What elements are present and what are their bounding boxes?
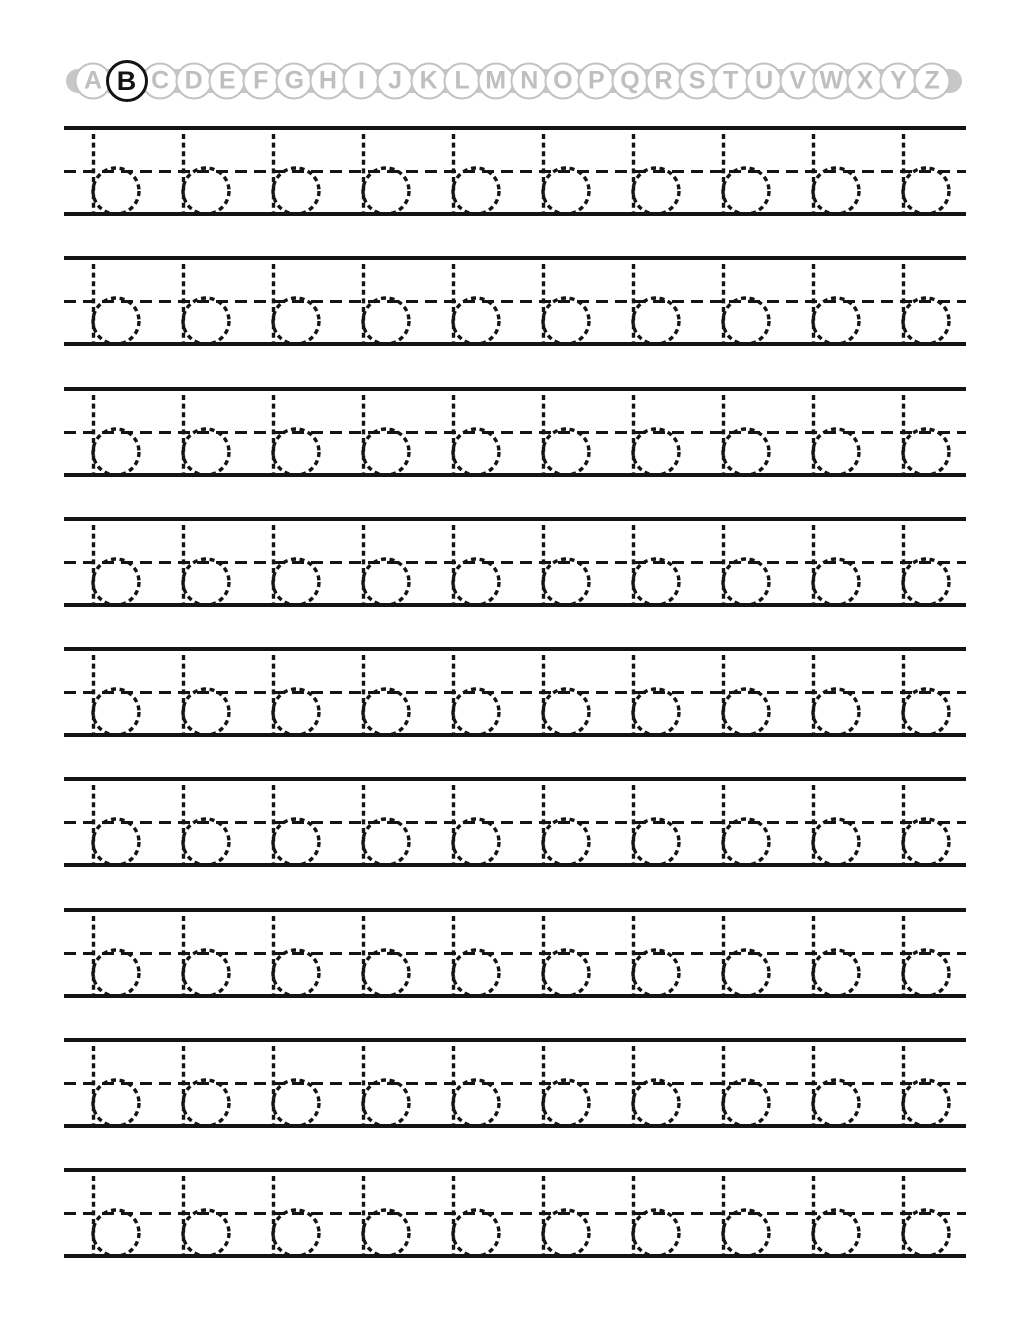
letter-bowl-stroke xyxy=(183,168,229,214)
trace-letter-b xyxy=(694,256,784,346)
alphabet-letter-m[interactable]: M xyxy=(477,63,514,100)
trace-letter-b xyxy=(694,647,784,737)
letter-bowl-stroke xyxy=(723,1210,769,1256)
trace-letter-b xyxy=(514,1168,604,1258)
trace-letter-b xyxy=(244,908,334,998)
trace-letter-b xyxy=(604,256,694,346)
letter-bowl-stroke xyxy=(543,950,589,996)
letter-bowl-stroke xyxy=(453,559,499,605)
letter-bowl-stroke xyxy=(633,559,679,605)
trace-letter-b xyxy=(64,1168,154,1258)
letter-bowl-stroke xyxy=(903,1080,949,1126)
trace-letter-b xyxy=(694,126,784,216)
trace-letter-b xyxy=(64,517,154,607)
trace-letter-b xyxy=(154,647,244,737)
trace-letter-b xyxy=(874,517,964,607)
letter-bowl-stroke xyxy=(633,1210,679,1256)
letter-bowl-stroke xyxy=(183,819,229,865)
trace-letter-b xyxy=(64,126,154,216)
trace-letter-b xyxy=(154,1038,244,1128)
alphabet-letter-x[interactable]: X xyxy=(846,63,883,100)
trace-letter-b xyxy=(424,256,514,346)
letter-bowl-stroke xyxy=(453,298,499,344)
letter-bowl-stroke xyxy=(363,1210,409,1256)
trace-letter-b xyxy=(334,126,424,216)
trace-letter-b xyxy=(874,256,964,346)
letter-bowl-stroke xyxy=(543,559,589,605)
trace-letter-b xyxy=(694,517,784,607)
letter-bowl-stroke xyxy=(93,950,139,996)
letter-bowl-stroke xyxy=(633,689,679,735)
alphabet-letter-d[interactable]: D xyxy=(175,63,212,100)
trace-letter-b xyxy=(874,1038,964,1128)
letter-bowl-stroke xyxy=(363,819,409,865)
trace-letter-b xyxy=(334,908,424,998)
letter-bowl-stroke xyxy=(903,298,949,344)
trace-letter-b xyxy=(424,387,514,477)
trace-letter-b xyxy=(334,647,424,737)
trace-letter-b xyxy=(154,126,244,216)
trace-letter-b xyxy=(514,1038,604,1128)
trace-letter-b xyxy=(694,387,784,477)
letter-bowl-stroke xyxy=(93,689,139,735)
alphabet-letter-u[interactable]: U xyxy=(746,63,783,100)
trace-letter-b xyxy=(334,517,424,607)
alphabet-letter-p[interactable]: P xyxy=(578,63,615,100)
letter-bowl-stroke xyxy=(723,1080,769,1126)
trace-letter-b xyxy=(424,517,514,607)
letter-bowl-stroke xyxy=(363,298,409,344)
letter-bowl-stroke xyxy=(723,819,769,865)
practice-row xyxy=(64,256,966,346)
letter-bowl-stroke xyxy=(93,168,139,214)
trace-letter-b xyxy=(244,1168,334,1258)
trace-letter-b xyxy=(424,1038,514,1128)
letter-bowl-stroke xyxy=(543,689,589,735)
alphabet-letter-q[interactable]: Q xyxy=(611,63,648,100)
letter-bowl-stroke xyxy=(93,1210,139,1256)
letter-bowl-stroke xyxy=(273,1210,319,1256)
trace-letter-b xyxy=(154,387,244,477)
alphabet-letter-s[interactable]: S xyxy=(679,63,716,100)
letter-bowl-stroke xyxy=(183,429,229,475)
letter-bowl-stroke xyxy=(813,819,859,865)
letter-bowl-stroke xyxy=(723,298,769,344)
practice-row xyxy=(64,777,966,867)
trace-letter-b xyxy=(784,1038,874,1128)
letter-bowl-stroke xyxy=(813,559,859,605)
practice-row xyxy=(64,908,966,998)
trace-letter-b xyxy=(514,387,604,477)
trace-letter-b xyxy=(874,126,964,216)
alphabet-letter-j[interactable]: J xyxy=(377,63,414,100)
trace-letter-b xyxy=(334,1168,424,1258)
alphabet-letter-w[interactable]: W xyxy=(813,63,850,100)
practice-row xyxy=(64,517,966,607)
letter-bowl-stroke xyxy=(183,689,229,735)
trace-letter-b xyxy=(154,777,244,867)
trace-letter-b xyxy=(784,777,874,867)
trace-letter-b xyxy=(244,126,334,216)
letter-bowl-stroke xyxy=(903,429,949,475)
trace-letter-b xyxy=(694,1168,784,1258)
trace-letter-b xyxy=(334,387,424,477)
letter-bowl-stroke xyxy=(453,950,499,996)
trace-letter-b xyxy=(694,777,784,867)
trace-letter-b xyxy=(334,1038,424,1128)
trace-letter-b xyxy=(424,647,514,737)
trace-letter-b xyxy=(604,1038,694,1128)
trace-letter-b xyxy=(784,517,874,607)
trace-letter-b xyxy=(874,1168,964,1258)
trace-letter-b xyxy=(154,908,244,998)
letter-bowl-stroke xyxy=(453,429,499,475)
trace-letter-b xyxy=(154,517,244,607)
letter-bowl-stroke xyxy=(813,168,859,214)
alphabet-letter-b[interactable]: B xyxy=(106,60,148,102)
alphabet-letter-a[interactable]: A xyxy=(75,63,112,100)
alphabet-letter-r[interactable]: R xyxy=(645,63,682,100)
letter-bowl-stroke xyxy=(543,168,589,214)
alphabet-letter-l[interactable]: L xyxy=(444,63,481,100)
letter-bowl-stroke xyxy=(93,1080,139,1126)
trace-letter-b xyxy=(154,1168,244,1258)
letter-bowl-stroke xyxy=(903,1210,949,1256)
letter-bowl-stroke xyxy=(723,950,769,996)
trace-letter-b xyxy=(604,647,694,737)
letter-bowl-stroke xyxy=(183,298,229,344)
letter-bowl-stroke xyxy=(543,1080,589,1126)
trace-letter-b xyxy=(604,517,694,607)
letter-bowl-stroke xyxy=(813,1080,859,1126)
letter-bowl-stroke xyxy=(363,429,409,475)
trace-letter-b xyxy=(784,387,874,477)
alphabet-letter-t[interactable]: T xyxy=(712,63,749,100)
letter-bowl-stroke xyxy=(903,689,949,735)
letter-bowl-stroke xyxy=(813,950,859,996)
trace-letter-b xyxy=(784,908,874,998)
letter-bowl-stroke xyxy=(273,1080,319,1126)
trace-letter-b xyxy=(604,908,694,998)
letter-bowl-stroke xyxy=(93,819,139,865)
alphabet-letter-h[interactable]: H xyxy=(309,63,346,100)
letter-bowl-stroke xyxy=(93,559,139,605)
letter-bowl-stroke xyxy=(633,298,679,344)
letter-bowl-stroke xyxy=(453,1080,499,1126)
trace-letter-b xyxy=(874,387,964,477)
alphabet-letter-c[interactable]: C xyxy=(142,63,179,100)
practice-row xyxy=(64,1038,966,1128)
trace-letter-b xyxy=(604,126,694,216)
letter-bowl-stroke xyxy=(453,168,499,214)
letter-bowl-stroke xyxy=(543,429,589,475)
trace-letter-b xyxy=(514,777,604,867)
alphabet-letter-i[interactable]: I xyxy=(343,63,380,100)
trace-letter-b xyxy=(604,777,694,867)
letter-bowl-stroke xyxy=(273,950,319,996)
letter-bowl-stroke xyxy=(363,168,409,214)
letter-bowl-stroke xyxy=(273,429,319,475)
alphabet-letter-k[interactable]: K xyxy=(410,63,447,100)
practice-row xyxy=(64,647,966,737)
trace-letter-b xyxy=(424,908,514,998)
letter-bowl-stroke xyxy=(723,168,769,214)
alphabet-letter-e[interactable]: E xyxy=(209,63,246,100)
letter-bowl-stroke xyxy=(273,689,319,735)
alphabet-letter-g[interactable]: G xyxy=(276,63,313,100)
letter-bowl-stroke xyxy=(543,298,589,344)
trace-letter-b xyxy=(64,1038,154,1128)
letter-bowl-stroke xyxy=(633,168,679,214)
letter-bowl-stroke xyxy=(93,429,139,475)
alphabet-letter-f[interactable]: F xyxy=(242,63,279,100)
trace-letter-b xyxy=(784,647,874,737)
letter-bowl-stroke xyxy=(363,950,409,996)
trace-letter-b xyxy=(244,777,334,867)
trace-letter-b xyxy=(514,908,604,998)
letter-bowl-stroke xyxy=(813,1210,859,1256)
practice-row xyxy=(64,387,966,477)
letter-bowl-stroke xyxy=(363,1080,409,1126)
trace-letter-b xyxy=(64,256,154,346)
letter-bowl-stroke xyxy=(633,429,679,475)
alphabet-letter-v[interactable]: V xyxy=(779,63,816,100)
trace-letter-b xyxy=(424,777,514,867)
letter-bowl-stroke xyxy=(813,298,859,344)
letter-bowl-stroke xyxy=(813,689,859,735)
trace-letter-b xyxy=(244,256,334,346)
trace-letter-b xyxy=(784,126,874,216)
trace-letter-b xyxy=(514,256,604,346)
trace-letter-b xyxy=(874,777,964,867)
letter-bowl-stroke xyxy=(453,819,499,865)
alphabet-strip xyxy=(66,60,962,102)
letter-bowl-stroke xyxy=(723,429,769,475)
trace-letter-b xyxy=(64,908,154,998)
alphabet-letter-n[interactable]: N xyxy=(511,63,548,100)
trace-letter-b xyxy=(874,647,964,737)
letter-bowl-stroke xyxy=(453,689,499,735)
trace-letter-b xyxy=(244,647,334,737)
alphabet-letter-o[interactable]: O xyxy=(544,63,581,100)
letter-bowl-stroke xyxy=(183,1080,229,1126)
trace-letter-b xyxy=(244,387,334,477)
trace-letter-b xyxy=(244,517,334,607)
letter-bowl-stroke xyxy=(903,168,949,214)
trace-letter-b xyxy=(64,647,154,737)
letter-bowl-stroke xyxy=(183,950,229,996)
letter-bowl-stroke xyxy=(903,950,949,996)
trace-letter-b xyxy=(64,387,154,477)
trace-letter-b xyxy=(64,777,154,867)
letter-bowl-stroke xyxy=(363,689,409,735)
trace-letter-b xyxy=(514,517,604,607)
letter-bowl-stroke xyxy=(363,559,409,605)
letter-bowl-stroke xyxy=(813,429,859,475)
trace-letter-b xyxy=(424,126,514,216)
letter-bowl-stroke xyxy=(273,298,319,344)
letter-bowl-stroke xyxy=(273,168,319,214)
letter-bowl-stroke xyxy=(543,819,589,865)
alphabet-letter-y[interactable]: Y xyxy=(880,63,917,100)
letter-bowl-stroke xyxy=(93,298,139,344)
alphabet-letter-z[interactable]: Z xyxy=(914,63,951,100)
practice-row xyxy=(64,1168,966,1258)
trace-letter-b xyxy=(874,908,964,998)
letter-bowl-stroke xyxy=(633,950,679,996)
trace-letter-b xyxy=(514,647,604,737)
trace-letter-b xyxy=(604,1168,694,1258)
trace-letter-b xyxy=(784,256,874,346)
letter-bowl-stroke xyxy=(633,1080,679,1126)
letter-bowl-stroke xyxy=(903,559,949,605)
letter-bowl-stroke xyxy=(453,1210,499,1256)
trace-letter-b xyxy=(694,908,784,998)
trace-letter-b xyxy=(334,256,424,346)
trace-letter-b xyxy=(604,387,694,477)
practice-row xyxy=(64,126,966,216)
trace-letter-b xyxy=(244,1038,334,1128)
trace-letter-b xyxy=(424,1168,514,1258)
letter-bowl-stroke xyxy=(903,819,949,865)
trace-letter-b xyxy=(784,1168,874,1258)
letter-bowl-stroke xyxy=(543,1210,589,1256)
letter-bowl-stroke xyxy=(723,559,769,605)
letter-bowl-stroke xyxy=(183,559,229,605)
trace-letter-b xyxy=(694,1038,784,1128)
trace-letter-b xyxy=(514,126,604,216)
letter-bowl-stroke xyxy=(273,819,319,865)
trace-letter-b xyxy=(334,777,424,867)
letter-bowl-stroke xyxy=(273,559,319,605)
letter-bowl-stroke xyxy=(723,689,769,735)
letter-bowl-stroke xyxy=(633,819,679,865)
letter-bowl-stroke xyxy=(183,1210,229,1256)
trace-letter-b xyxy=(154,256,244,346)
